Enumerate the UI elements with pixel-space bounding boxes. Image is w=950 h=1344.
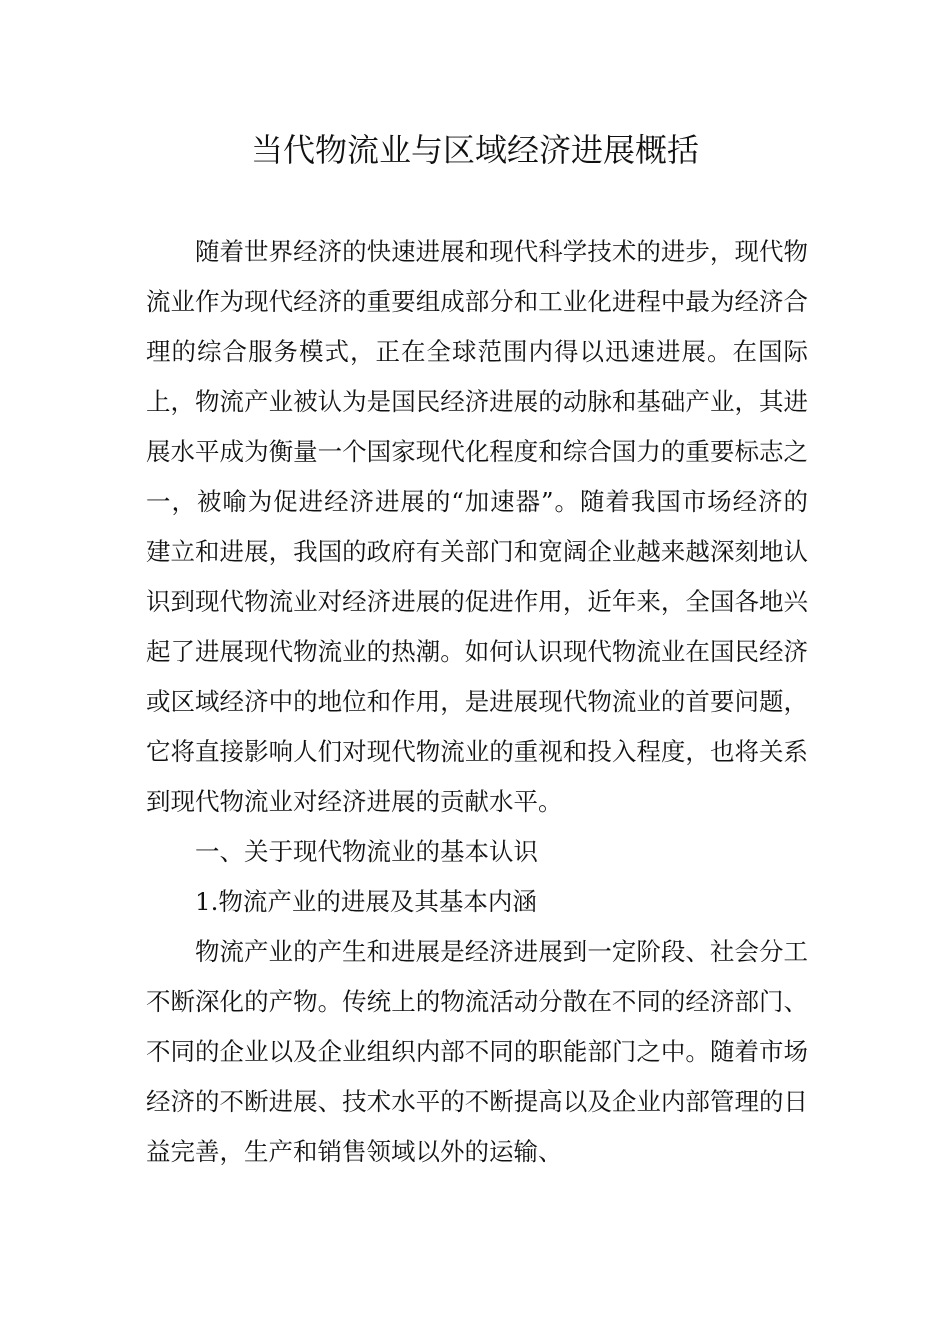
paragraph-intro: 随着世界经济的快速进展和现代科学技术的进步，现代物流业作为现代经济的重要组成部分和工业化进程中最为经济合理的综合服务模式，正在全球范围内得以迅速进展。在国际上，物流产业被认为是国民经济进展的动脉和基础产业，其进展水平成为衡量一个国家现代化程度和综合国力的重要标志之一，被喻为促进经济进展的“加速器”。随着我国市场经济的建立和进展，我国的政府有关部门和宽阔企业越来越深刻地认识到现代物流业对经济进展的促进作用，近年来，全国各地兴起了进展现代物流业的热潮。如何认识现代物流业在国民经济或区域经济中的地位和作用，是进展现代物流业的首要问题，它将直接影响人们对现代物流业的重视和投入程度，也将关系到现代物流业对经济进展的贡献水平。 bbox=[146, 237, 808, 816]
document-body bbox=[146, 227, 808, 1177]
document-title: 当代物流业与区域经济进展概括 bbox=[250, 131, 699, 169]
section-heading: 一、关于现代物流业的基本认识 bbox=[195, 837, 538, 866]
paragraph-body: 物流产业的产生和进展是经济进展到一定阶段、社会分工不断深化的产物。传统上的物流活动分散在不同的经济部门、不同的企业以及企业组织内部不同的职能部门之中。随着市场经济的不断进展、技术水平的不断提高以及企业内部管理的日益完善，生产和销售领域以外的运输、 bbox=[146, 937, 808, 1166]
subsection-heading: 1.物流产业的进展及其基本内涵 bbox=[195, 887, 537, 916]
